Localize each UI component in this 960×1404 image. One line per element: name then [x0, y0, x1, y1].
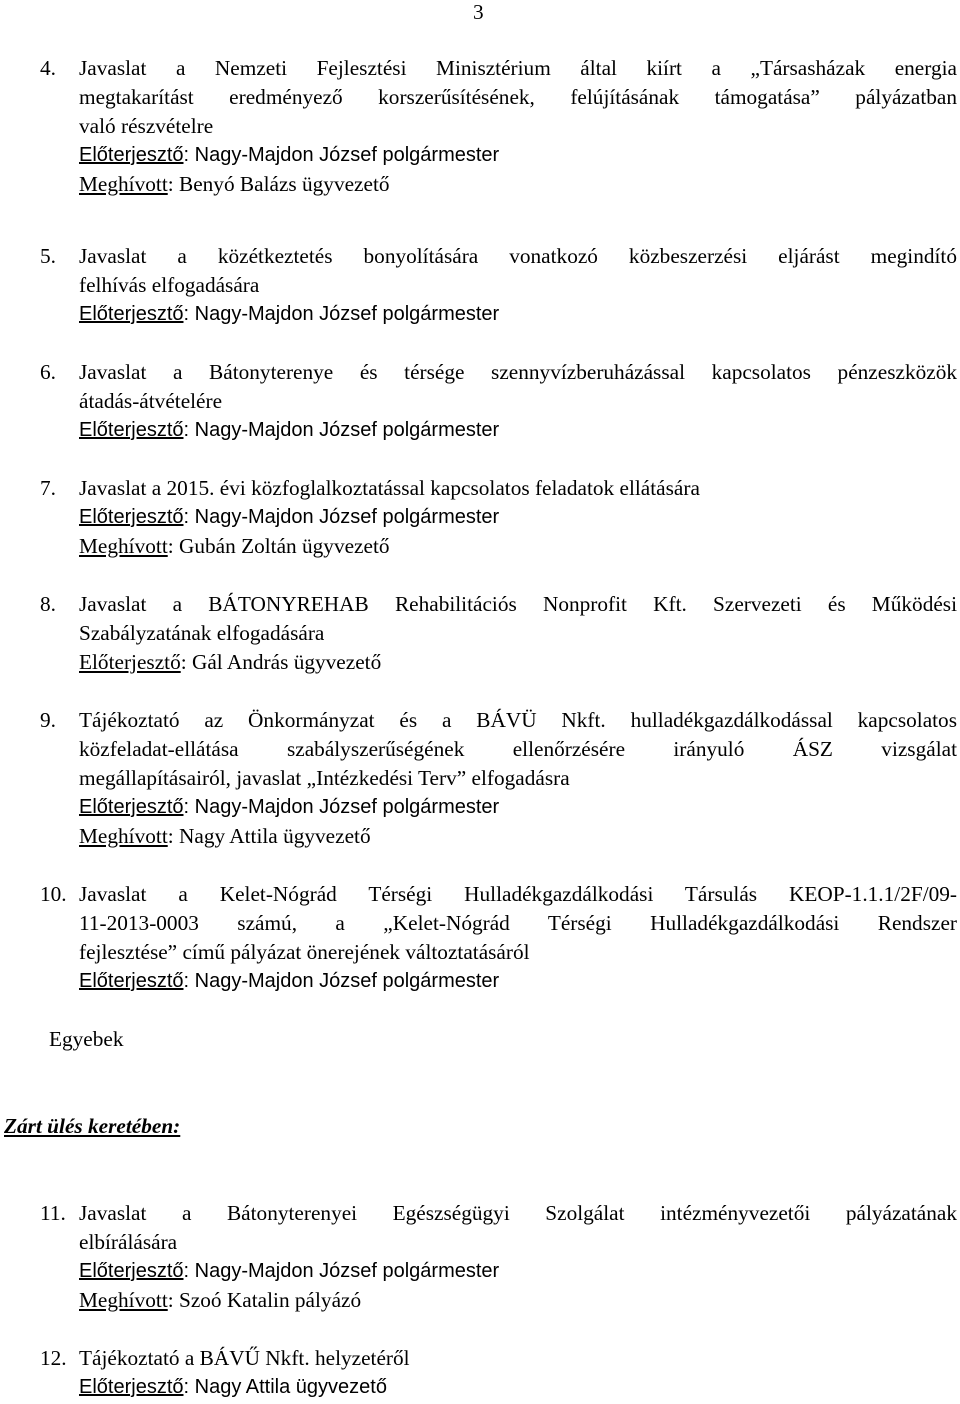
- item-title-line: Javaslat a Nemzeti Fejlesztési Minisztérium által kiírt a „Társasházak energia: [79, 56, 957, 80]
- presenter-line: Előterjesztő: Gál András ügyvezető: [79, 650, 382, 674]
- presenter-label: Előterjesztő: [79, 1260, 184, 1282]
- presenter-label: Előterjesztő: [79, 506, 184, 528]
- invited-value: Benyó Balázs ügyvezető: [178, 172, 390, 196]
- item-title-line: Javaslat a BÁTONYREHAB Rehabilitációs Nonprofit Kft. Szervezeti és Működési: [79, 592, 957, 616]
- item-title-line: Javaslat a Bátonyterenye és térsége szennyvízberuházással kapcsolatos pénzeszközök: [79, 360, 957, 384]
- presenter-label: Előterjesztő: [79, 144, 184, 166]
- presenter-label: Előterjesztő: [79, 650, 181, 674]
- item-number: 7.: [40, 476, 56, 500]
- presenter-label: Előterjesztő: [79, 1376, 184, 1398]
- item-number: 8.: [40, 592, 56, 616]
- presenter-value: Nagy-Majdon József polgármester: [194, 144, 500, 166]
- item-title-line: megtakarítást eredményező korszerűsítésének, felújításának támogatása” pályázatban: [79, 85, 957, 109]
- agenda-item-7: [40, 474, 957, 561]
- item-title-line: felhívás elfogadására: [79, 273, 260, 297]
- presenter-value: Nagy-Majdon József polgármester: [194, 970, 500, 992]
- page-number: 3: [473, 0, 484, 24]
- presenter-value: Nagy-Majdon József polgármester: [194, 506, 500, 528]
- item-number: 4.: [40, 56, 56, 80]
- invited-label: Meghívott: [79, 172, 168, 196]
- presenter-line: Előterjesztő: Nagy-Majdon József polgármester: [79, 970, 500, 992]
- item-title-line: Tájékoztató az Önkormányzat és a BÁVÜ Nkft. hulladékgazdálkodással kapcsolatos: [79, 708, 957, 732]
- item-title-line: való részvételre: [79, 114, 214, 138]
- agenda-item-12: [40, 1344, 957, 1402]
- item-title-line: Javaslat a 2015. évi közfoglalkoztatással kapcsolatos feladatok ellátására: [79, 476, 700, 500]
- invited-value: Nagy Attila ügyvezető: [178, 824, 371, 848]
- item-title-line: fejlesztése” című pályázat önerejének változtatásáról: [79, 940, 530, 964]
- presenter-line: Előterjesztő: Nagy-Majdon József polgármester: [79, 506, 500, 528]
- item-number: 11.: [40, 1201, 66, 1225]
- agenda-item-5: [40, 242, 957, 329]
- invited-line: Meghívott: Szoó Katalin pályázó: [79, 1288, 362, 1312]
- agenda-item-11: [40, 1199, 957, 1315]
- presenter-label: Előterjesztő: [79, 970, 184, 992]
- item-title-line: megállapításairól, javaslat „Intézkedési Terv” elfogadásra: [79, 766, 570, 790]
- item-title-line: elbírálására: [79, 1230, 178, 1254]
- agenda-item-4: [40, 54, 957, 199]
- item-title-line: Javaslat a Kelet-Nógrád Térségi Hulladékgazdálkodási Társulás KEOP-1.1.1/2F/09-: [79, 882, 957, 906]
- item-title-line: 11-2013-0003 számú, a „Kelet-Nógrád Térségi Hulladékgazdálkodási Rendszer: [79, 911, 957, 935]
- presenter-line: Előterjesztő: Nagy-Majdon József polgármester: [79, 144, 500, 166]
- agenda-item-6: [40, 358, 957, 445]
- presenter-value: Nagy-Majdon József polgármester: [194, 796, 500, 818]
- item-title-line: Javaslat a közétkeztetés bonyolítására vonatkozó közbeszerzési eljárást megindító: [79, 244, 957, 268]
- item-title-line: Javaslat a Bátonyterenyei Egészségügyi Szolgálat intézményvezetői pályázatának: [79, 1201, 957, 1225]
- presenter-label: Előterjesztő: [79, 796, 184, 818]
- item-title-line: Tájékoztató a BÁVŰ Nkft. helyzetéről: [79, 1346, 410, 1370]
- presenter-value: Nagy-Majdon József polgármester: [194, 303, 500, 325]
- item-title-line: Szabályzatának elfogadására: [79, 621, 325, 645]
- presenter-label: Előterjesztő: [79, 303, 184, 325]
- invited-value: Gubán Zoltán ügyvezető: [178, 534, 390, 558]
- agenda-item-9: [40, 706, 957, 851]
- invited-label: Meghívott: [79, 534, 168, 558]
- presenter-value: Nagy Attila ügyvezető: [194, 1376, 387, 1398]
- invited-value: Szoó Katalin pályázó: [178, 1288, 362, 1312]
- item-number: 5.: [40, 244, 56, 268]
- presenter-value: Nagy-Majdon József polgármester: [194, 1260, 500, 1282]
- presenter-value: Nagy-Majdon József polgármester: [194, 419, 500, 441]
- invited-line: Meghívott: Nagy Attila ügyvezető: [79, 824, 371, 848]
- invited-label: Meghívott: [79, 824, 168, 848]
- item-number: 9.: [40, 708, 56, 732]
- presenter-label: Előterjesztő: [79, 419, 184, 441]
- presenter-line: Előterjesztő: Nagy-Majdon József polgármester: [79, 1260, 500, 1282]
- presenter-line: Előterjesztő: Nagy Attila ügyvezető: [79, 1376, 387, 1398]
- item-number: 6.: [40, 360, 56, 384]
- presenter-line: Előterjesztő: Nagy-Majdon József polgármester: [79, 796, 500, 818]
- misc-label: Egyebek: [49, 1027, 124, 1051]
- invited-line: Meghívott: Benyó Balázs ügyvezető: [79, 172, 390, 196]
- invited-line: Meghívott: Gubán Zoltán ügyvezető: [79, 534, 390, 558]
- presenter-line: Előterjesztő: Nagy-Majdon József polgármester: [79, 303, 500, 325]
- item-number: 10.: [40, 882, 67, 906]
- closed-session-heading: Zárt ülés keretében:: [4, 1114, 181, 1138]
- presenter-line: Előterjesztő: Nagy-Majdon József polgármester: [79, 419, 500, 441]
- item-title-line: közfeladat-ellátása szabályszerűségének ellenőrzésére irányuló ÁSZ vizsgálat: [79, 737, 957, 761]
- presenter-value: Gál András ügyvezető: [191, 650, 382, 674]
- agenda-item-8: [40, 590, 957, 677]
- item-title-line: átadás-átvételére: [79, 389, 223, 413]
- item-number: 12.: [40, 1346, 67, 1370]
- invited-label: Meghívott: [79, 1288, 168, 1312]
- agenda-item-10: [40, 880, 957, 996]
